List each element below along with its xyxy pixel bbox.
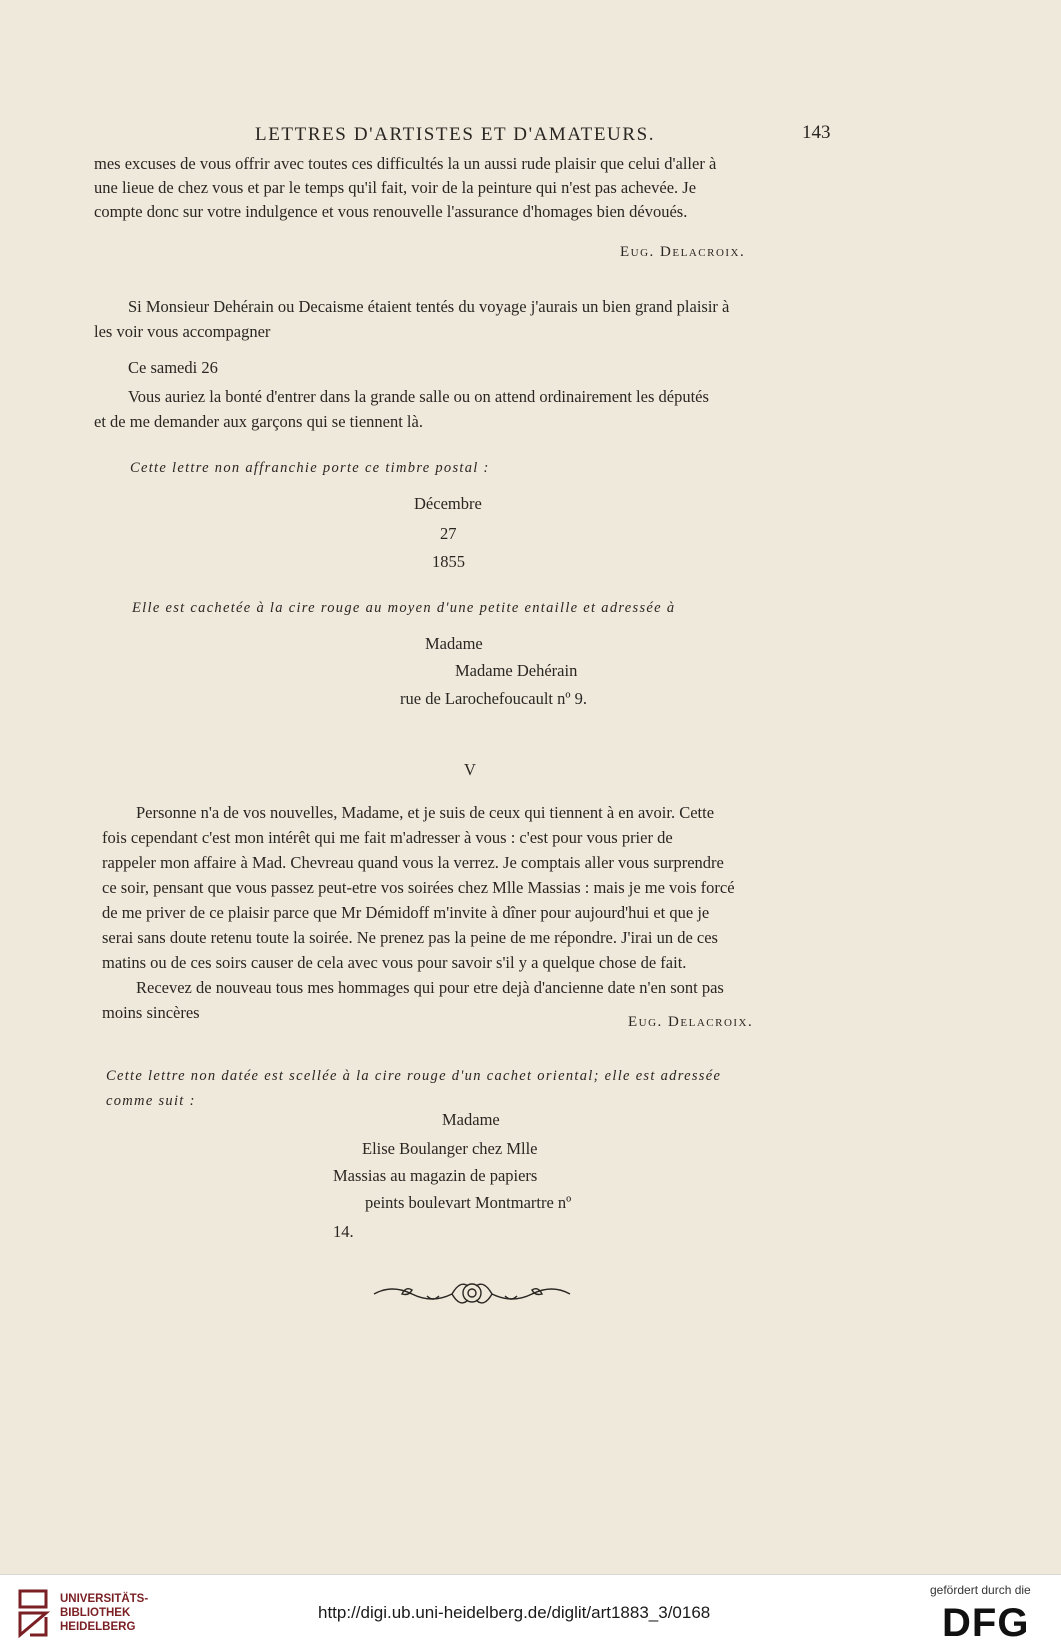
- letter2-body: [102, 800, 836, 1025]
- signature: Eug. Delacroix.: [628, 1014, 754, 1030]
- address-line: 14.: [333, 1222, 354, 1241]
- editorial-note: Elle est cachetée à la cire rouge au moyen d'une petite entaille et adressée à: [132, 600, 676, 616]
- letter1-body: [94, 152, 832, 224]
- page-number: 143: [802, 122, 831, 143]
- text-line: mes excuses de vous offrir avec toutes ces difficultés la un aussi rude plaisir que celui d'aller à: [94, 154, 717, 173]
- text-line: matins ou de ces soirs causer de cela avec vous pour savoir s'il y a quelque chose de fait.: [102, 953, 687, 972]
- text-line: les voir vous accompagner: [94, 322, 271, 341]
- address-line: peints boulevart Montmartre nº: [365, 1193, 572, 1212]
- text-line: ce soir, pensant que vous passez peut-etre vos soirées chez Mlle Massias : mais je me vois forcé: [102, 878, 735, 897]
- letter-date: Ce samedi 26: [128, 358, 218, 377]
- text-line: une lieue de chez vous et par le temps qu'il fait, voir de la peinture qui n'est pas achevée. Je: [94, 178, 697, 197]
- address-line: rue de Larochefoucault nº 9.: [400, 689, 587, 708]
- library-line: BIBLIOTHEK: [60, 1607, 131, 1619]
- text-line: Recevez de nouveau tous mes hommages qui pour etre dejà d'ancienne date n'en sont pas: [136, 978, 724, 997]
- address-line: Madame: [425, 634, 483, 653]
- text-line: moins sincères: [102, 1003, 200, 1022]
- dfg-logo: DFG: [942, 1601, 1030, 1645]
- text-line: fois cependant c'est mon intérêt qui me fait m'adresser à vous : c'est pour vous prier de: [102, 828, 673, 847]
- signature: Eug. Delacroix.: [620, 244, 746, 260]
- editorial-note: Cette lettre non affranchie porte ce timbre postal :: [130, 460, 490, 476]
- stamp-month: Décembre: [414, 494, 482, 513]
- section-number: V: [464, 760, 476, 779]
- stamp-year: 1855: [432, 552, 465, 571]
- text-line: de me priver de ce plaisir parce que Mr Démidoff m'invite à dîner pour aujourd'hui et que je: [102, 903, 710, 922]
- decorative-ornament: [372, 1276, 572, 1310]
- postscript2: [94, 384, 830, 434]
- text-line: Personne n'a de vos nouvelles, Madame, et je suis de ceux qui tiennent à en avoir. Cette: [136, 803, 715, 822]
- running-header: LETTRES D'ARTISTES ET D'AMATEURS.: [255, 124, 656, 145]
- address-line: Massias au magazin de papiers: [333, 1166, 538, 1185]
- text-line: compte donc sur votre indulgence et vous renouvelle l'assurance d'homages bien dévoués.: [94, 202, 688, 221]
- stamp-day: 27: [440, 524, 457, 543]
- text-line: Si Monsieur Dehérain ou Decaisme étaient tentés du voyage j'aurais un bien grand plaisir à: [128, 297, 730, 316]
- text-line: Vous auriez la bonté d'entrer dans la grande salle ou on attend ordinairement les députés: [128, 387, 709, 406]
- postscript: [94, 294, 828, 344]
- text-line: serai sans doute retenu toute la soirée. Ne prenez pas la peine de me répondre. J'irai un de ces: [102, 928, 718, 947]
- university-logo-icon: [16, 1587, 50, 1639]
- text-line: et de me demander aux garçons qui se tiennent là.: [94, 412, 423, 431]
- university-library-name: [60, 1592, 148, 1634]
- viewer-footer: [0, 1574, 1061, 1651]
- funder-label: gefördert durch die: [930, 1583, 1031, 1597]
- note-line: comme suit :: [106, 1093, 196, 1109]
- permalink-url[interactable]: http://digi.ub.uni-heidelberg.de/diglit/art1883_3/0168: [318, 1603, 711, 1622]
- note-line: Cette lettre non datée est scellée à la cire rouge d'un cachet oriental; elle est adressée: [106, 1068, 722, 1084]
- library-line: UNIVERSITÄTS-: [60, 1593, 149, 1605]
- editorial-note: [106, 1064, 836, 1114]
- address-line: Elise Boulanger chez Mlle: [362, 1139, 538, 1158]
- library-line: HEIDELBERG: [60, 1621, 136, 1633]
- address-line: Madame Dehérain: [455, 661, 578, 680]
- text-line: rappeler mon affaire à Mad. Chevreau quand vous la verrez. Je comptais aller vous surprendre: [102, 853, 724, 872]
- address-line: Madame: [442, 1110, 500, 1129]
